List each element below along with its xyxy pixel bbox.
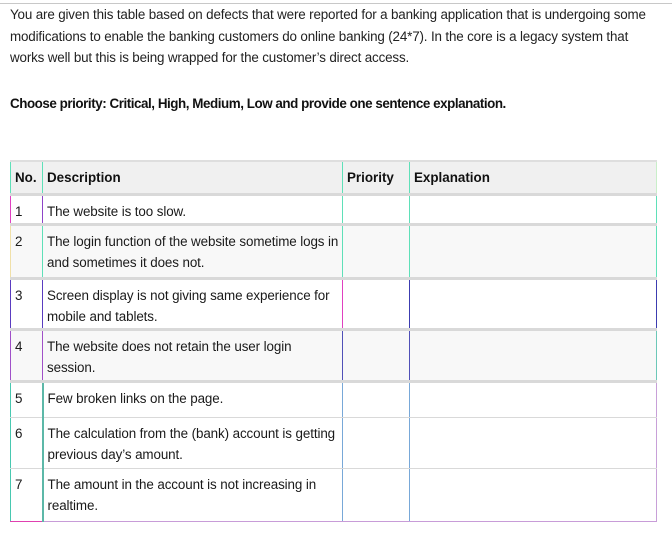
- priority-cell[interactable]: [343, 278, 410, 329]
- header-description: Description: [43, 161, 343, 194]
- row-description: The website does not retain the user login session.: [43, 329, 343, 381]
- explanation-cell[interactable]: [410, 194, 657, 224]
- row-description: Screen display is not giving same experience for mobile and tablets.: [43, 278, 343, 329]
- instruction-text: Choose priority: Critical, High, Medium, Low and provide one sentence explanation.: [10, 96, 506, 111]
- header-priority: Priority: [343, 161, 410, 194]
- table-row: [11, 329, 657, 381]
- intro-paragraph: You are given this table based on defects that were reported for a banking application that is undergoing some modifications to enable the banking customers do online banking (24*7). In the core is a legacy system that works well but this is being wrapped for the customer’s direct access.: [10, 7, 646, 65]
- row-description: The login function of the website sometime logs in and sometimes it does not.: [43, 224, 343, 278]
- table-row: [11, 417, 657, 468]
- header-explanation: Explanation: [410, 161, 657, 194]
- table-row: [11, 224, 657, 278]
- row-number: 2: [11, 224, 43, 278]
- row-number: 5: [11, 381, 43, 417]
- priority-cell[interactable]: [343, 194, 410, 224]
- explanation-cell[interactable]: [410, 329, 657, 381]
- table-header-row: [11, 161, 657, 194]
- row-number: 4: [11, 329, 43, 381]
- explanation-cell[interactable]: [410, 468, 657, 521]
- row-description: The website is too slow.: [43, 194, 343, 224]
- row-number: 3: [11, 278, 43, 329]
- explanation-cell[interactable]: [410, 278, 657, 329]
- row-number: 1: [11, 194, 43, 224]
- row-number: 7: [11, 468, 43, 521]
- table-row: [11, 278, 657, 329]
- priority-cell[interactable]: [343, 224, 410, 278]
- row-number: 6: [11, 417, 43, 468]
- row-description: The amount in the account is not increasing in realtime.: [43, 468, 343, 521]
- priority-cell[interactable]: [343, 381, 410, 417]
- priority-cell[interactable]: [343, 468, 410, 521]
- table-row: [11, 468, 657, 521]
- priority-cell[interactable]: [343, 417, 410, 468]
- row-description: Few broken links on the page.: [43, 381, 343, 417]
- table-row: [11, 194, 657, 224]
- priority-cell[interactable]: [343, 329, 410, 381]
- header-no: No.: [11, 161, 43, 194]
- row-description: The calculation from the (bank) account is getting previous day’s amount.: [43, 417, 343, 468]
- defects-table: [10, 160, 657, 522]
- explanation-cell[interactable]: [410, 381, 657, 417]
- table-row: [11, 381, 657, 417]
- explanation-cell[interactable]: [410, 224, 657, 278]
- explanation-cell[interactable]: [410, 417, 657, 468]
